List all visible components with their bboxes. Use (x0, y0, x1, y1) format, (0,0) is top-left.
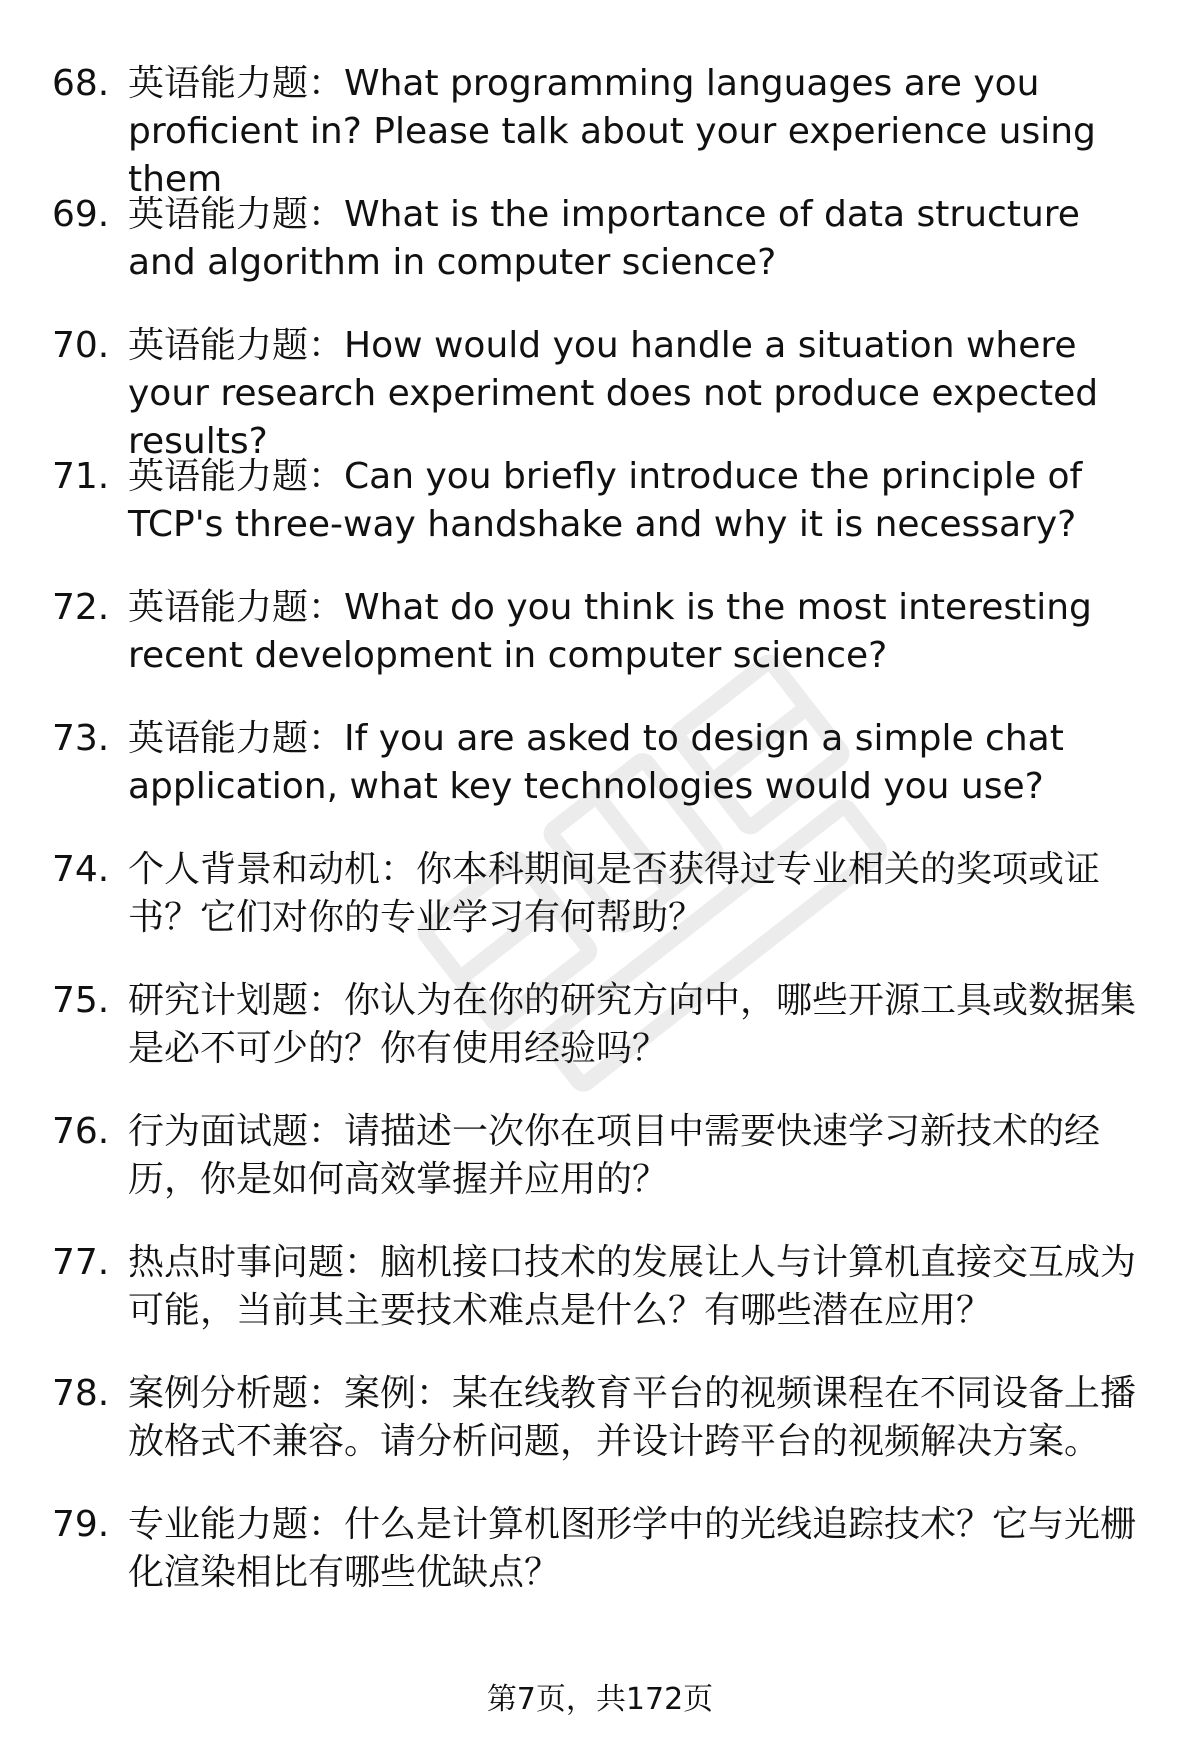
question-number: 71. (52, 456, 110, 497)
question-number: 72. (52, 587, 110, 628)
question-text: 英语能力题：If you are asked to design a simple chat application, what key technologies would you use? (128, 718, 1064, 807)
question-text: 专业能力题：什么是计算机图形学中的光线追踪技术？它与光栅化渲染相比有哪些优缺点？ (128, 1504, 1137, 1593)
question-number: 69. (52, 194, 110, 235)
question-number: 75. (52, 980, 110, 1021)
question-text: 英语能力题：Can you briefly introduce the principle of TCP's three-way handshake and why it is necessary? (128, 456, 1083, 545)
question-number: 68. (52, 63, 110, 104)
question-text: 研究计划题：你认为在你的研究方向中，哪些开源工具或数据集是必不可少的？你有使用经验吗？ (128, 980, 1137, 1069)
question-text: 个人背景和动机：你本科期间是否获得过专业相关的奖项或证书？它们对你的专业学习有何帮助？ (128, 849, 1101, 938)
question-item (52, 453, 1152, 584)
question-item (52, 1239, 1152, 1370)
question-text: 英语能力题：What programming languages are you proficient in? Please talk about your experience using them (128, 63, 1096, 200)
question-number: 79. (52, 1504, 110, 1545)
question-number: 70. (52, 325, 110, 366)
page-footer: 第7页，共172页 (486, 1682, 714, 1717)
question-item (52, 60, 1152, 200)
question-number: 78. (52, 1373, 110, 1414)
question-text: 热点时事问题：脑机接口技术的发展让人与计算机直接交互成为可能，当前其主要技术难点是什么？有哪些潜在应用？ (128, 1242, 1137, 1331)
question-text: 英语能力题：How would you handle a situation where your research experiment does not produce expected results? (128, 325, 1099, 462)
question-number: 73. (52, 718, 110, 759)
question-item (52, 322, 1152, 462)
question-text: 行为面试题：请描述一次你在项目中需要快速学习新技术的经历，你是如何高效掌握并应用的？ (128, 1111, 1101, 1200)
question-item (52, 1108, 1152, 1239)
question-number: 77. (52, 1242, 110, 1283)
question-item (52, 846, 1152, 977)
question-item (52, 191, 1152, 322)
question-item (52, 1501, 1152, 1632)
question-item (52, 584, 1152, 715)
question-text: 英语能力题：What do you think is the most interesting recent development in computer science? (128, 587, 1092, 676)
question-text: 案例分析题：案例：某在线教育平台的视频课程在不同设备上播放格式不兼容。请分析问题，并设计跨平台的视频解决方案。 (128, 1373, 1137, 1462)
question-number: 74. (52, 849, 110, 890)
question-number: 76. (52, 1111, 110, 1152)
question-item (52, 1370, 1152, 1501)
question-item (52, 977, 1152, 1108)
question-item (52, 715, 1152, 846)
question-list (52, 60, 1152, 1632)
question-text: 英语能力题：What is the importance of data structure and algorithm in computer science? (128, 194, 1080, 283)
